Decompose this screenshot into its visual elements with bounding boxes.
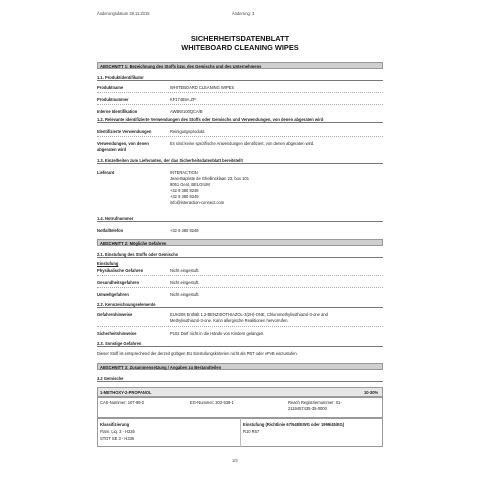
value-environmental-hazards: Nicht eingestuft. <box>170 292 200 297</box>
subsection-2-2: 2.2. Kennzeichnungselemente <box>97 302 383 308</box>
label-precautionary-statements: Sicherheitshinweise <box>97 331 137 336</box>
reach-number-2: 2119457435-35-0000 <box>288 406 327 411</box>
label-emergency-phone: Notfalltelefon <box>97 228 124 233</box>
substance-name: 1-METHOXY-2-PROPANOL <box>100 390 152 395</box>
eg-number: EG-Nummer: 203-539-1 <box>190 400 234 405</box>
value-product-number: KF17489A,ZP <box>170 97 196 102</box>
label-identified-uses: Identifizierte Verwendungen <box>97 129 152 134</box>
divider <box>240 418 241 447</box>
other-hazards-text: Dieser Stoff ist entsprechend der derzeit gültigen EU Einstufungskriterien nicht als PBT oder vPvB einzustufen. <box>97 351 298 356</box>
value-physical-hazards: Nicht eingestuft. <box>170 268 200 273</box>
divider <box>97 326 383 327</box>
divider <box>97 275 383 276</box>
label-uses-advised-against: Verwendungen, von denen <box>97 141 149 146</box>
supplier-address: Jean-Baptiste de Ghellincklaan 23, box 101 <box>170 176 249 181</box>
supplier-city: 9051 Gent, BELGIUM <box>170 182 210 187</box>
value-product-name: WHITEBOARD CLEANING WIPES <box>170 85 235 90</box>
classification-right-heading: Einstufung (Richtlinie 67/548/EWG oder 1999/45/EG) <box>243 422 345 427</box>
supplier-name: INTERACTION <box>170 170 198 175</box>
hazard-statement-line-1: EUH208 Enthält 1,2-BENZISOTHIAZOL-3(2H)-ONE, Chloromethylisothiazol-3-one and <box>170 312 328 317</box>
subsection-1-2: 1.2. Relevante identifizierte Verwendungen des Stoffs oder Gemischs und Verwendungen, von denen abgeraten wird <box>97 117 383 123</box>
classification-left-heading: Klassifizierung <box>100 422 130 427</box>
divider <box>97 136 383 137</box>
supplier-phone: +32 9 380 8248 <box>170 188 199 193</box>
label-environmental-hazards: Umweltgefahren <box>97 292 129 297</box>
label-health-hazards: Gesundheitsgefahren <box>97 280 140 285</box>
label-physical-hazards: Physikalische Gefahren <box>97 268 144 273</box>
subsection-1-1: 1.1. Produktidentifikator <box>97 75 383 81</box>
section-3-heading: ABSCHNITT 3: Zusammensetzung / Angaben zu Bestandteilen <box>97 363 383 370</box>
product-title: WHITEBOARD CLEANING WIPES <box>181 43 299 52</box>
supplier-fax: +32 9 380 8249 <box>170 194 199 199</box>
divider <box>97 104 383 105</box>
value-identified-uses: Reinigungsprodukt. <box>170 129 206 134</box>
classification-heading: Einstufung <box>97 261 119 266</box>
supplier-email: info@interaction-connect.com <box>170 200 225 205</box>
page-number: 1/3 <box>232 458 238 463</box>
label-hazard-statements: Gefahrenhinweise <box>97 312 133 317</box>
value-emergency-phone: +32 9 380 8248 <box>170 228 199 233</box>
label-product-name: Produktname <box>97 85 124 90</box>
subsection-3-2: 3.2 Gemische <box>97 376 383 382</box>
document-title: SICHERHEITSDATENBLATT <box>190 34 290 43</box>
value-health-hazards: Nicht eingestuft. <box>170 280 200 285</box>
cas-number: CAS-Nummer: 107-98-2 <box>100 400 145 405</box>
substance-percent: 10-30% <box>364 390 379 395</box>
revision-number: Änderung: 3 <box>232 11 255 16</box>
subsection-1-3: 1.3. Einzelheiten zum Lieferanten, der das Sicherheitsdatenblatt bereitstellt <box>97 158 383 164</box>
reach-number: Reach Registriernummer: 01- <box>288 400 342 405</box>
section-2-heading: ABSCHNITT 2: Mögliche Gefahren <box>97 239 383 246</box>
value-uses-advised-against: Es sind keine spezifische Anwendungen identifiziert, von denen abgeraten wird. <box>170 141 315 146</box>
label-uses-advised-against-2: abgeraten wird <box>97 147 127 152</box>
label-supplier: Lieferant <box>97 170 115 175</box>
section-1-heading: ABSCHNITT 1: Bezeichnung des Stoffs bzw. des Gemischs und des Unternehmens <box>97 62 383 69</box>
classification-stot: STOT SE 3 - H336 <box>100 436 135 441</box>
divider <box>97 92 383 93</box>
label-product-number: Produktnummer <box>97 97 129 102</box>
revision-date: Änderungsdatum 28.11.2015 <box>97 11 150 16</box>
subsection-2-1: 2.1. Einstufung des Stoffs oder Gemischs <box>97 252 383 258</box>
divider <box>97 287 383 288</box>
value-internal-id: AWBW100QCA/B <box>170 109 203 114</box>
subsection-1-4: 1.4. Notrufnummer <box>97 216 383 222</box>
classification-r-phrases: R10 R67 <box>243 429 260 434</box>
subsection-2-3: 2.3. Sonstige Gefahren <box>97 341 383 347</box>
value-precautionary-statements: P102 Darf nicht in die Hände von Kindern gelangen. <box>170 331 265 336</box>
hazard-statement-line-2: Methylisothiazol-3-one. Kann allergische Reaktionen hervorrufen. <box>170 318 289 323</box>
classification-flam: Flam. Liq. 3 - H226 <box>100 429 135 434</box>
label-internal-id: Interne Identifikation <box>97 109 138 114</box>
